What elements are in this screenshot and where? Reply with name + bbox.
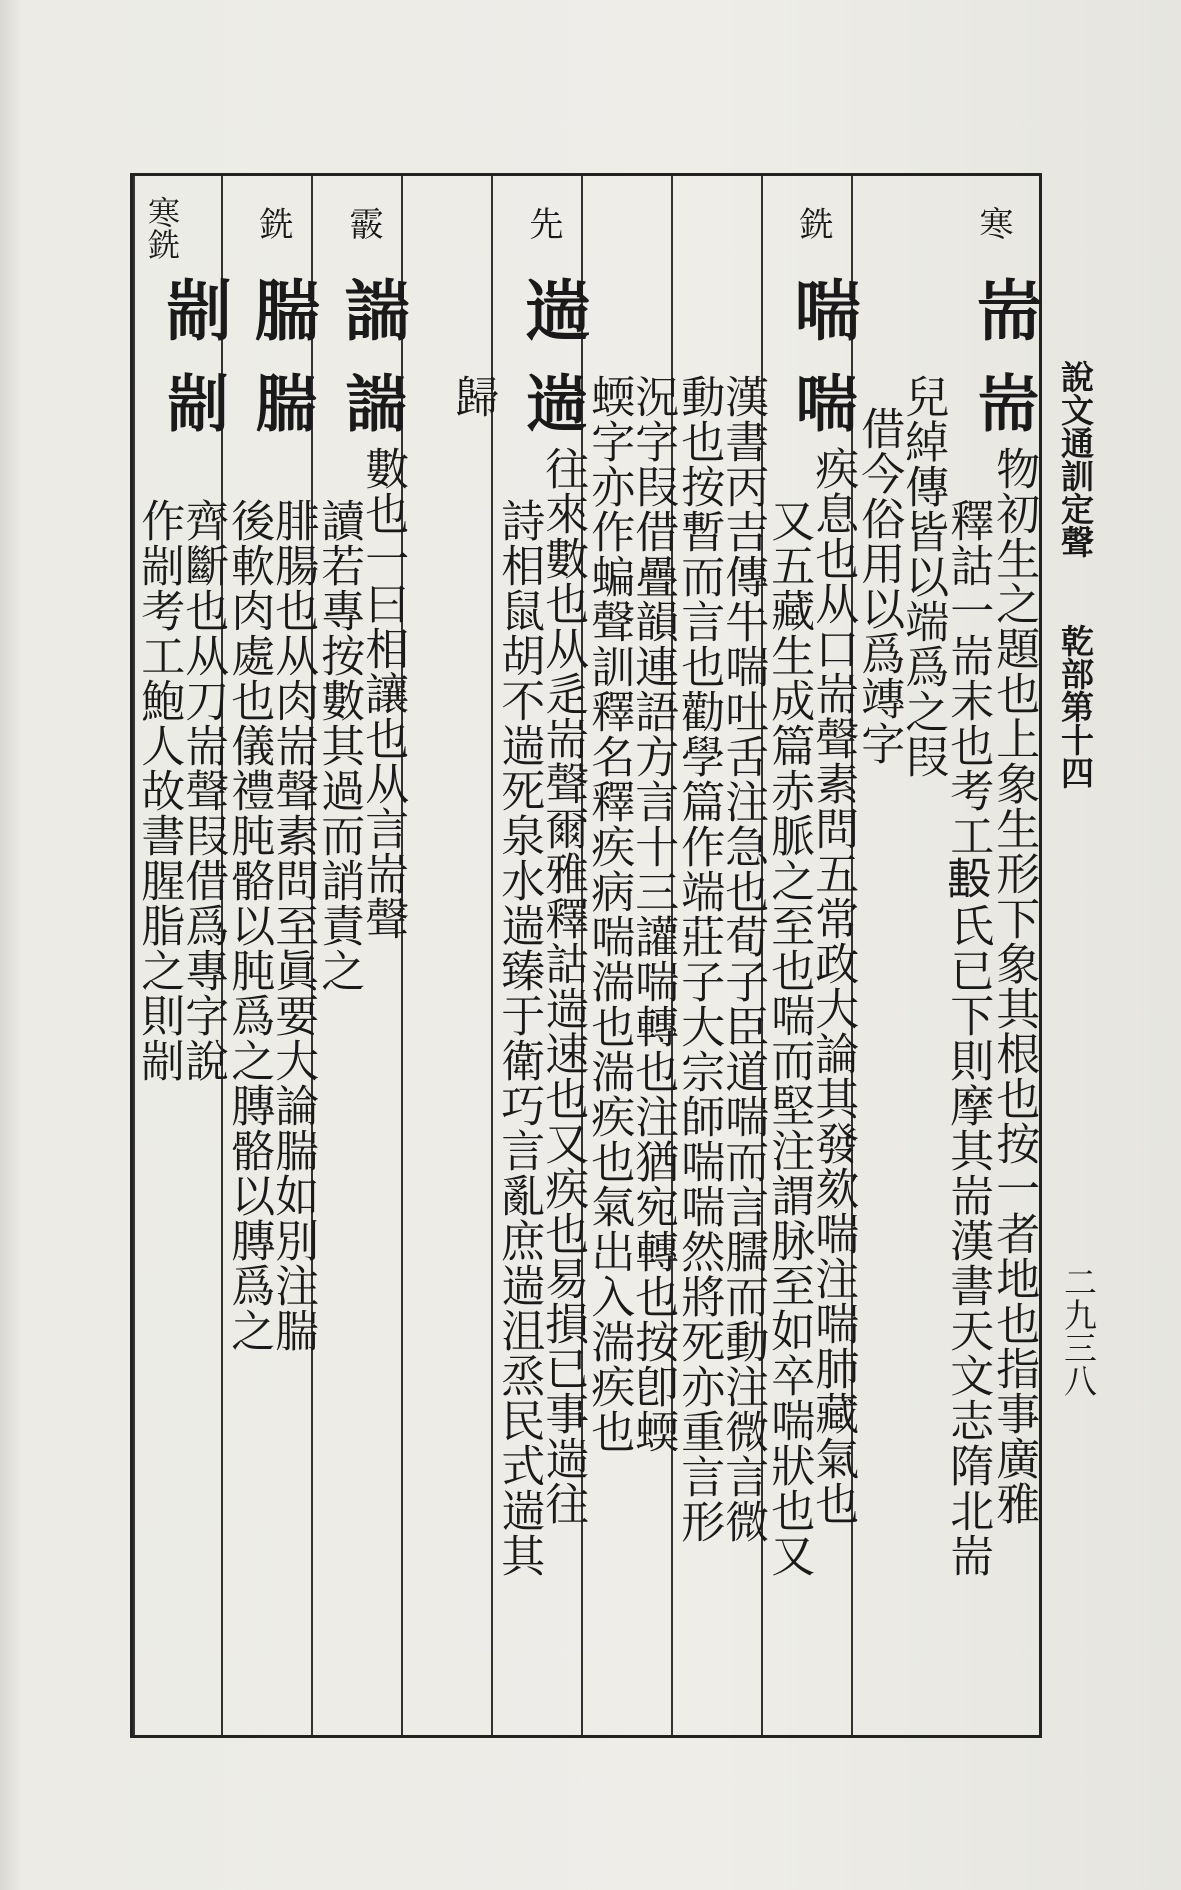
book-title — [1052, 360, 1099, 789]
text-line: 兒綽傳皆以端爲之叚 — [897, 374, 949, 779]
text-line: 作剬考工鮑人故書腥脂之則剬 — [133, 498, 185, 1083]
rhyme-label: 先 — [523, 206, 563, 240]
head-seal-character: 喘 — [785, 371, 858, 431]
head-character: 剬 — [155, 276, 233, 340]
text-line: 又五藏生成篇赤脈之至也喘而堅注謂脉至如卒喘狀也又 — [763, 498, 815, 1578]
column-1 — [941, 176, 1043, 1735]
head-seal-character: 遄 — [515, 371, 588, 431]
text-line: 數也一曰相讓也从言耑聲 — [357, 446, 409, 941]
text-line: 讀若專按數其過而誚責之 — [313, 498, 365, 993]
book-title-text: 說文通訓定聲 — [1056, 360, 1095, 558]
text-line: 動也按暫而言也勸學篇作端莊子大宗師喘喘然將死亦重言形 — [673, 374, 725, 1544]
text-line: 物初生之題也上象生形下象其根也按一者地也指事廣雅 — [988, 446, 1040, 1526]
rhyme-label: 霰 — [343, 206, 383, 240]
text-line: 漢書丙吉傳牛喘吐舌注急也荀子臣道喘而言臑而動注微言微 — [717, 374, 769, 1544]
head-seal-character: 耑 — [967, 371, 1040, 431]
head-character: 遄 — [513, 276, 591, 340]
head-seal-character: 腨 — [245, 371, 318, 431]
head-character: 耑 — [965, 276, 1043, 340]
column-4 — [671, 176, 769, 1735]
text-line: 往來數也从辵耑聲爾雅釋詁遄速也又疾也易損已事遄往 — [537, 446, 589, 1526]
column-3 — [761, 176, 861, 1735]
text-line: 詩相鼠胡不遄死泉水遄臻于衛巧言亂庶遄沮烝民式遄其 — [493, 498, 545, 1578]
column-6 — [491, 176, 591, 1735]
rhyme-label: 寒銑 — [143, 196, 181, 260]
text-line: 歸 — [447, 374, 499, 419]
text-line: 齊斷也从刀耑聲叚借爲專字說 — [177, 498, 229, 1083]
text-line: 況字叚借疊韻連語方言十三讙喘轉也注猶宛轉也按卽蝡 — [627, 374, 679, 1454]
text-line: 後軟肉處也儀禮肫骼以肫爲之膞骼以膞爲之 — [223, 498, 275, 1353]
text-line: 釋詁一耑末也考工𣪠氏已下則摩其耑漢書天文志隋北耑 — [942, 498, 994, 1578]
head-character: 諯 — [333, 276, 411, 340]
head-character: 喘 — [783, 276, 861, 340]
rhyme-label: 寒 — [973, 206, 1013, 240]
head-seal-character: 諯 — [335, 371, 408, 431]
text-line: 疾息也从口耑聲素問五常政大論其發欬喘注喘肺藏氣也 — [807, 446, 859, 1526]
head-character: 腨 — [243, 276, 321, 340]
rhyme-label: 銑 — [253, 206, 293, 240]
text-line: 腓腸也从肉耑聲素問至眞要大論腨如別注腨 — [267, 498, 319, 1353]
rhyme-label: 銑 — [793, 206, 833, 240]
text-line: 蝡字亦作蝙聲訓釋名釋疾病喘湍也湍疾也氣出入湍疾也 — [583, 374, 635, 1454]
text-frame — [130, 173, 1042, 1738]
page-number: 二九三八 — [1059, 1265, 1098, 1397]
column-10 — [133, 176, 233, 1735]
text-line: 借今俗用以爲竱字 — [853, 406, 905, 766]
head-seal-character: 剬 — [157, 371, 230, 431]
section-title: 乾部第十四 — [1056, 624, 1095, 789]
